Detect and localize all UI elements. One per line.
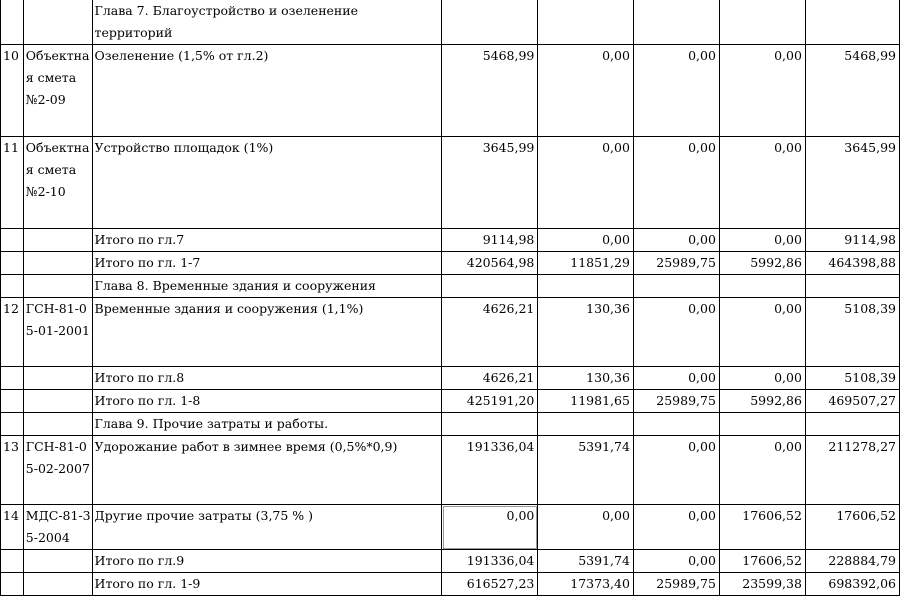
value-cell[interactable]: 0,00 [719,436,805,505]
value-cell[interactable]: 4626,21 [442,298,538,367]
number-cell[interactable] [1,0,24,45]
value-cell[interactable]: 11851,29 [538,252,634,275]
row-number[interactable]: 13 [1,436,24,505]
value-cell[interactable]: 5391,74 [538,436,634,505]
value-cell[interactable]: 5992,86 [719,390,805,413]
table-row [1,298,900,367]
value-cell[interactable] [538,0,634,45]
item-name[interactable]: Устройство площадок (1%) [92,137,442,229]
row-number[interactable]: 10 [1,45,24,137]
subtotal-row [1,229,900,252]
value-cell[interactable]: 0,00 [538,45,634,137]
value-cell[interactable]: 5391,74 [538,550,634,573]
reference-cell[interactable] [23,229,92,252]
item-name[interactable]: Удорожание работ в зимнее время (0,5%*0,9) [92,436,442,505]
value-cell[interactable]: 425191,20 [442,390,538,413]
total-cell[interactable]: 9114,98 [805,229,899,252]
value-cell[interactable]: 130,36 [538,367,634,390]
number-cell[interactable] [1,390,24,413]
value-cell[interactable]: 11981,65 [538,390,634,413]
value-cell[interactable]: 17606,52 [719,505,805,550]
item-name[interactable]: Другие прочие затраты (3,75 % ) [92,505,442,550]
value-cell[interactable] [633,275,719,298]
value-cell[interactable]: 0,00 [719,229,805,252]
chapter-8-header-row [1,275,900,298]
value-cell[interactable] [442,0,538,45]
cumulative-total-row [1,573,900,596]
value-cell[interactable] [633,0,719,45]
reference-cell[interactable] [23,275,92,298]
value-cell[interactable]: 0,00 [538,229,634,252]
value-cell[interactable]: 0,00 [633,550,719,573]
number-cell[interactable] [1,229,24,252]
value-cell[interactable]: 0,00 [719,137,805,229]
value-cell[interactable]: 130,36 [538,298,634,367]
chapter-title[interactable]: Глава 7. Благоустройство и озеленение территорий [92,0,442,45]
value-cell[interactable]: 0,00 [633,298,719,367]
number-cell[interactable] [1,275,24,298]
cumulative-total-row [1,252,900,275]
number-cell[interactable] [1,413,24,436]
value-cell[interactable]: 25989,75 [633,390,719,413]
value-cell[interactable] [633,413,719,436]
value-cell[interactable]: 191336,04 [442,550,538,573]
number-cell[interactable] [1,367,24,390]
value-cell[interactable]: 0,00 [633,436,719,505]
total-cell[interactable]: 5108,39 [805,367,899,390]
row-number[interactable]: 11 [1,137,24,229]
subtotal-label[interactable]: Итого по гл.8 [92,367,442,390]
total-cell[interactable]: 17606,52 [805,505,899,550]
row-number[interactable]: 12 [1,298,24,367]
value-cell[interactable]: 0,00 [633,229,719,252]
table-row [1,505,900,550]
subtotal-label[interactable]: Итого по гл. 1-8 [92,390,442,413]
item-name[interactable]: Временные здания и сооружения (1,1%) [92,298,442,367]
reference-cell[interactable]: ГСН-81-05-02-2007 [23,436,92,505]
value-cell[interactable]: 0,00 [719,367,805,390]
subtotal-label[interactable]: Итого по гл.7 [92,229,442,252]
value-cell[interactable]: 9114,98 [442,229,538,252]
cumulative-total-row [1,390,900,413]
reference-cell[interactable] [23,0,92,45]
value-cell[interactable]: 25989,75 [633,573,719,596]
value-cell[interactable]: 420564,98 [442,252,538,275]
value-cell[interactable]: 0,00 [538,505,634,550]
selected-cell[interactable]: 0,00 [442,505,538,550]
table-row [1,436,900,505]
value-cell[interactable]: 5468,99 [442,45,538,137]
value-cell[interactable]: 5992,86 [719,252,805,275]
value-cell[interactable]: 0,00 [719,298,805,367]
value-cell[interactable]: 0,00 [719,45,805,137]
value-cell[interactable]: 0,00 [538,137,634,229]
value-cell[interactable] [719,413,805,436]
table-row [1,45,900,137]
subtotal-label[interactable]: Итого по гл.9 [92,550,442,573]
reference-cell[interactable] [23,390,92,413]
value-cell[interactable]: 191336,04 [442,436,538,505]
total-cell[interactable]: 228884,79 [805,550,899,573]
value-cell[interactable]: 0,00 [633,367,719,390]
value-cell[interactable] [719,275,805,298]
reference-cell[interactable] [23,550,92,573]
reference-cell[interactable] [23,252,92,275]
table-row [1,137,900,229]
value-cell[interactable] [538,275,634,298]
total-cell[interactable]: 5108,39 [805,298,899,367]
reference-cell[interactable] [23,367,92,390]
reference-cell[interactable] [23,573,92,596]
value-cell[interactable]: 0,00 [633,505,719,550]
total-cell[interactable]: 469507,27 [805,390,899,413]
total-cell[interactable]: 698392,06 [805,573,899,596]
value-cell[interactable] [442,413,538,436]
chapter-9-header-row [1,413,900,436]
value-cell[interactable]: 0,00 [633,45,719,137]
total-cell[interactable]: 5468,99 [805,45,899,137]
value-cell[interactable]: 25989,75 [633,252,719,275]
chapter-7-header-row [1,0,900,45]
subtotal-label[interactable]: Итого по гл. 1-7 [92,252,442,275]
total-cell[interactable]: 464398,88 [805,252,899,275]
subtotal-row [1,550,900,573]
value-cell[interactable] [805,0,899,45]
subtotal-label[interactable]: Итого по гл. 1-9 [92,573,442,596]
value-cell[interactable] [538,413,634,436]
value-cell[interactable]: 17373,40 [538,573,634,596]
value-cell[interactable] [442,275,538,298]
reference-cell[interactable]: Объектная смета №2-09 [23,45,92,137]
value-cell[interactable] [719,0,805,45]
chapter-title[interactable]: Глава 9. Прочие затраты и работы. [92,413,442,436]
reference-cell[interactable] [23,413,92,436]
reference-cell[interactable]: Объектная смета №2-10 [23,137,92,229]
value-cell[interactable]: 17606,52 [719,550,805,573]
total-cell[interactable]: 3645,99 [805,137,899,229]
row-number[interactable]: 14 [1,505,24,550]
value-cell[interactable] [805,413,899,436]
reference-cell[interactable]: ГСН-81-05-01-2001 [23,298,92,367]
number-cell[interactable] [1,252,24,275]
value-cell[interactable]: 4626,21 [442,367,538,390]
value-cell[interactable]: 616527,23 [442,573,538,596]
total-cell[interactable]: 211278,27 [805,436,899,505]
value-cell[interactable]: 3645,99 [442,137,538,229]
item-name[interactable]: Озеленение (1,5% от гл.2) [92,45,442,137]
value-cell[interactable]: 0,00 [633,137,719,229]
value-cell[interactable] [805,275,899,298]
chapter-title[interactable]: Глава 8. Временные здания и сооружения [92,275,442,298]
number-cell[interactable] [1,573,24,596]
reference-cell[interactable]: МДС-81-35-2004 [23,505,92,550]
value-cell[interactable]: 23599,38 [719,573,805,596]
subtotal-row [1,367,900,390]
number-cell[interactable] [1,550,24,573]
